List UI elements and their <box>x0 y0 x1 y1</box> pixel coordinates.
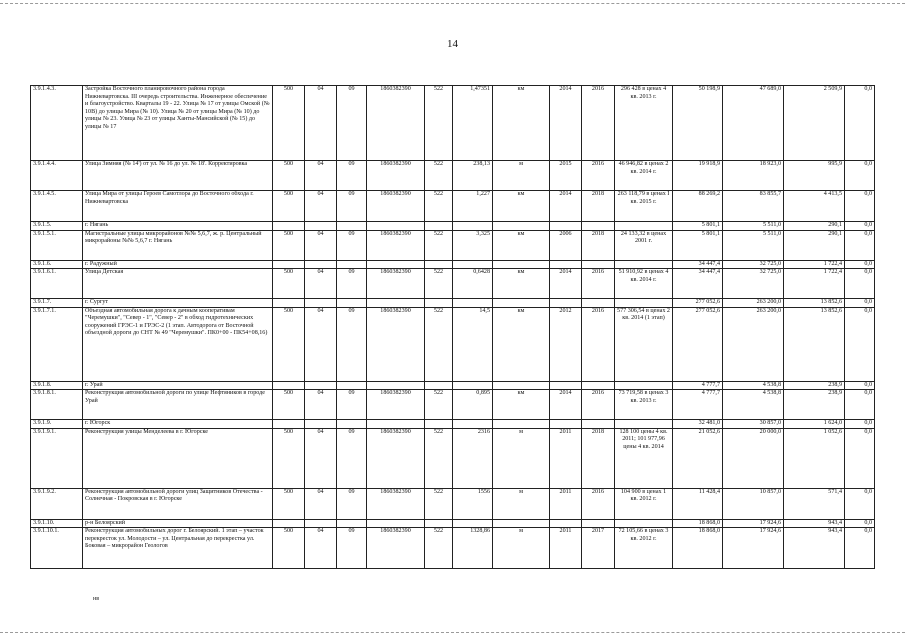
amount-cell: 290,1 <box>784 222 845 231</box>
code-cell <box>305 260 337 269</box>
estimated-cost-cell: 104 900 в ценах 1 кв. 2012 г. <box>615 488 673 519</box>
code-cell <box>425 299 453 308</box>
end-year-cell: 2018 <box>582 191 615 222</box>
end-year-cell: 2016 <box>582 307 615 381</box>
amount-cell: 0,0 <box>845 299 875 308</box>
amount-cell: 0,0 <box>845 230 875 260</box>
amount-cell: 0,0 <box>845 222 875 231</box>
code-cell: 522 <box>425 428 453 488</box>
code-cell <box>425 420 453 429</box>
row-number-cell: 3.9.1.4.5. <box>31 191 83 222</box>
total-amount-cell: 4 777,7 <box>673 381 723 390</box>
start-year-cell <box>550 299 582 308</box>
start-year-cell: 2011 <box>550 528 582 569</box>
code-cell <box>425 381 453 390</box>
estimated-cost-cell <box>615 299 673 308</box>
start-year-cell: 2014 <box>550 390 582 420</box>
table-row <box>31 269 875 299</box>
code-cell: 04 <box>305 230 337 260</box>
total-amount-cell: 277 052,6 <box>673 299 723 308</box>
capacity-cell <box>453 299 493 308</box>
code-cell: 500 <box>273 269 305 299</box>
estimated-cost-cell: 24 133,32 в ценах 2001 г. <box>615 230 673 260</box>
code-cell: 04 <box>305 269 337 299</box>
total-amount-cell: 21 052,6 <box>673 428 723 488</box>
municipality-row <box>31 299 875 308</box>
code-cell <box>273 519 305 528</box>
code-cell: 1860382390 <box>367 230 425 260</box>
code-cell <box>337 519 367 528</box>
code-cell: 522 <box>425 390 453 420</box>
estimated-cost-cell: 128 100 цены 4 кв. 2011; 101 977,96 цены 4 кв. 2014 <box>615 428 673 488</box>
row-number-cell: 3.9.1.7. <box>31 299 83 308</box>
end-year-cell <box>582 260 615 269</box>
row-number-cell: 3.9.1.9.1. <box>31 428 83 488</box>
code-cell: 1860382390 <box>367 86 425 161</box>
amount-cell: 263 200,0 <box>723 299 784 308</box>
code-cell <box>273 381 305 390</box>
amount-cell: 0,0 <box>845 390 875 420</box>
row-number-cell: 3.9.1.4.4. <box>31 161 83 191</box>
start-year-cell: 2015 <box>550 161 582 191</box>
amount-cell: 995,9 <box>784 161 845 191</box>
object-name-cell: г. Нягань <box>83 222 273 231</box>
table-body <box>31 86 875 569</box>
code-cell: 522 <box>425 307 453 381</box>
capacity-cell <box>453 260 493 269</box>
code-cell: 1860382390 <box>367 528 425 569</box>
code-cell <box>337 420 367 429</box>
amount-cell: 1 052,6 <box>784 428 845 488</box>
unit-cell: км <box>493 390 550 420</box>
code-cell: 04 <box>305 390 337 420</box>
end-year-cell: 2016 <box>582 269 615 299</box>
code-cell: 500 <box>273 528 305 569</box>
code-cell <box>367 260 425 269</box>
code-cell: 522 <box>425 269 453 299</box>
capacity-cell <box>453 222 493 231</box>
unit-cell <box>493 299 550 308</box>
object-name-cell: г. Сургут <box>83 299 273 308</box>
capacity-cell <box>453 420 493 429</box>
amount-cell: 290,1 <box>784 230 845 260</box>
amount-cell: 263 200,0 <box>723 307 784 381</box>
code-cell: 09 <box>337 528 367 569</box>
estimated-cost-cell: 51 910,92 в ценах 4 кв. 2014 г. <box>615 269 673 299</box>
amount-cell: 943,4 <box>784 519 845 528</box>
amount-cell: 1 722,4 <box>784 260 845 269</box>
object-name-cell: Застройка Восточного планировочного района города Нижневартовска. III очередь строительства. Инженерное обеспечение и благоустройство. Кварталы 19 - 22. Улица № 17 от улицы Омской (№ 10В) до улицы Мира (№ 10). Улица № 20 от улицы Мира (№ 10) до улицы № 23. Улица № 23 от улицы Ханты-Мансийской (№ 15) до улицы № 17 <box>83 86 273 161</box>
page-number: 14 <box>447 38 458 50</box>
start-year-cell <box>550 519 582 528</box>
total-amount-cell: 50 198,9 <box>673 86 723 161</box>
end-year-cell <box>582 381 615 390</box>
table-row <box>31 230 875 260</box>
code-cell <box>367 420 425 429</box>
code-cell <box>367 299 425 308</box>
amount-cell: 0,0 <box>845 519 875 528</box>
start-year-cell: 2011 <box>550 488 582 519</box>
capacity-cell: 14,5 <box>453 307 493 381</box>
start-year-cell <box>550 260 582 269</box>
amount-cell: 0,0 <box>845 260 875 269</box>
amount-cell: 571,4 <box>784 488 845 519</box>
total-amount-cell: 34 447,4 <box>673 260 723 269</box>
code-cell: 09 <box>337 488 367 519</box>
code-cell <box>367 381 425 390</box>
code-cell <box>273 222 305 231</box>
amount-cell: 0,0 <box>845 381 875 390</box>
row-number-cell: 3.9.1.6. <box>31 260 83 269</box>
code-cell <box>273 420 305 429</box>
unit-cell: м <box>493 528 550 569</box>
code-cell: 1860382390 <box>367 488 425 519</box>
total-amount-cell: 34 447,4 <box>673 269 723 299</box>
object-name-cell: Реконструкция автомобильных дорог г. Белоярский. 1 этап – участок перекресток ул. Молодости – ул. Центральная до перекрестка ул. Боковая – микрорайон Геологов <box>83 528 273 569</box>
amount-cell: 1 722,4 <box>784 269 845 299</box>
row-number-cell: 3.9.1.8. <box>31 381 83 390</box>
end-year-cell: 2017 <box>582 528 615 569</box>
estimated-cost-cell <box>615 381 673 390</box>
object-name-cell: Улица Зимняя (№ 14') от ул. № 16 до ул. № 18'. Корректировка <box>83 161 273 191</box>
code-cell <box>305 381 337 390</box>
code-cell <box>305 420 337 429</box>
total-amount-cell: 19 918,9 <box>673 161 723 191</box>
estimated-cost-cell: 577 306,54 в ценах 2 кв. 2014 (1 этап) <box>615 307 673 381</box>
code-cell: 500 <box>273 230 305 260</box>
table-row <box>31 528 875 569</box>
total-amount-cell: 32 481,0 <box>673 420 723 429</box>
code-cell: 04 <box>305 191 337 222</box>
unit-cell: км <box>493 230 550 260</box>
code-cell: 1860382390 <box>367 161 425 191</box>
start-year-cell <box>550 420 582 429</box>
end-year-cell: 2016 <box>582 161 615 191</box>
amount-cell: 943,4 <box>784 528 845 569</box>
capacity-cell: 1,227 <box>453 191 493 222</box>
capacity-cell: 1328,86 <box>453 528 493 569</box>
code-cell: 500 <box>273 86 305 161</box>
unit-cell: км <box>493 191 550 222</box>
estimated-cost-cell <box>615 222 673 231</box>
table-row <box>31 428 875 488</box>
municipality-row <box>31 260 875 269</box>
capacity-cell <box>453 381 493 390</box>
municipality-row <box>31 519 875 528</box>
footer-mark: нв <box>93 596 100 602</box>
amount-cell: 18 923,0 <box>723 161 784 191</box>
start-year-cell <box>550 222 582 231</box>
scan-bottom-edge <box>0 632 905 633</box>
code-cell: 04 <box>305 86 337 161</box>
amount-cell: 0,0 <box>845 191 875 222</box>
end-year-cell: 2018 <box>582 230 615 260</box>
code-cell: 09 <box>337 269 367 299</box>
amount-cell: 83 855,7 <box>723 191 784 222</box>
code-cell: 04 <box>305 488 337 519</box>
object-name-cell: Объездная автомобильная дорога к дачным кооперативам "Черемушки", "Север - 1", "Север - 2" в обход гидротехнических сооружений ГРЭС-1 и ГРЭС-2 (1 этап. Автодорога от Восточной объездной дороги до СНТ № 49 "Черемушки". ПК0+00 - ПК54+08,16) <box>83 307 273 381</box>
total-amount-cell: 5 801,1 <box>673 222 723 231</box>
amount-cell: 0,0 <box>845 161 875 191</box>
unit-cell: км <box>493 307 550 381</box>
code-cell <box>337 299 367 308</box>
start-year-cell <box>550 381 582 390</box>
code-cell: 1860382390 <box>367 428 425 488</box>
code-cell <box>425 260 453 269</box>
code-cell <box>305 299 337 308</box>
start-year-cell: 2014 <box>550 86 582 161</box>
code-cell: 04 <box>305 307 337 381</box>
total-amount-cell: 88 269,2 <box>673 191 723 222</box>
amount-cell: 4 538,8 <box>723 390 784 420</box>
code-cell <box>425 222 453 231</box>
amount-cell: 17 924,6 <box>723 519 784 528</box>
table-row <box>31 161 875 191</box>
unit-cell <box>493 519 550 528</box>
code-cell: 522 <box>425 161 453 191</box>
table-row <box>31 86 875 161</box>
amount-cell: 20 000,0 <box>723 428 784 488</box>
object-name-cell: Магистральные улицы микрорайонов №№ 5,6,7, ж. р. Центральный микрорайоны №№ 5,6,7 г. Нягань <box>83 230 273 260</box>
row-number-cell: 3.9.1.7.1. <box>31 307 83 381</box>
code-cell <box>425 519 453 528</box>
code-cell <box>273 299 305 308</box>
end-year-cell <box>582 222 615 231</box>
code-cell: 04 <box>305 428 337 488</box>
code-cell: 1860382390 <box>367 307 425 381</box>
code-cell <box>337 381 367 390</box>
object-name-cell: Реконструкция автомобильной дороги улиц Защитников Отечества - Солнечная - Покровская в г. Югорске <box>83 488 273 519</box>
capacity-cell: 2316 <box>453 428 493 488</box>
total-amount-cell: 18 868,0 <box>673 528 723 569</box>
row-number-cell: 3.9.1.6.1. <box>31 269 83 299</box>
code-cell: 522 <box>425 488 453 519</box>
object-name-cell: Улица Мира от улицы Героев Самотлора до Восточного обхода г. Нижневартовска <box>83 191 273 222</box>
amount-cell: 1 624,0 <box>784 420 845 429</box>
estimated-cost-cell <box>615 260 673 269</box>
code-cell: 09 <box>337 428 367 488</box>
capacity-cell: 0,6428 <box>453 269 493 299</box>
end-year-cell <box>582 299 615 308</box>
amount-cell: 17 924,6 <box>723 528 784 569</box>
code-cell: 522 <box>425 230 453 260</box>
start-year-cell: 2014 <box>550 269 582 299</box>
amount-cell: 0,0 <box>845 269 875 299</box>
unit-cell: км <box>493 86 550 161</box>
capacity-cell: 0,895 <box>453 390 493 420</box>
code-cell: 09 <box>337 161 367 191</box>
end-year-cell <box>582 420 615 429</box>
code-cell: 500 <box>273 488 305 519</box>
amount-cell: 10 857,0 <box>723 488 784 519</box>
amount-cell: 238,9 <box>784 381 845 390</box>
amount-cell: 5 511,0 <box>723 222 784 231</box>
start-year-cell: 2012 <box>550 307 582 381</box>
amount-cell: 30 857,0 <box>723 420 784 429</box>
code-cell: 500 <box>273 390 305 420</box>
unit-cell <box>493 222 550 231</box>
unit-cell: км <box>493 269 550 299</box>
code-cell: 09 <box>337 307 367 381</box>
row-number-cell: 3.9.1.5. <box>31 222 83 231</box>
end-year-cell: 2016 <box>582 86 615 161</box>
table-row <box>31 307 875 381</box>
code-cell: 522 <box>425 86 453 161</box>
object-name-cell: р-н Белоярский <box>83 519 273 528</box>
code-cell: 522 <box>425 191 453 222</box>
estimated-cost-cell: 46 946,82 в ценах 2 кв. 2014 г. <box>615 161 673 191</box>
amount-cell: 32 725,0 <box>723 269 784 299</box>
unit-cell <box>493 260 550 269</box>
capacity-cell <box>453 519 493 528</box>
amount-cell: 13 852,6 <box>784 299 845 308</box>
amount-cell: 5 511,0 <box>723 230 784 260</box>
unit-cell <box>493 381 550 390</box>
row-number-cell: 3.9.1.9. <box>31 420 83 429</box>
total-amount-cell: 18 868,0 <box>673 519 723 528</box>
code-cell <box>337 222 367 231</box>
row-number-cell: 3.9.1.10.1. <box>31 528 83 569</box>
total-amount-cell: 4 777,7 <box>673 390 723 420</box>
amount-cell: 32 725,0 <box>723 260 784 269</box>
amount-cell: 47 689,0 <box>723 86 784 161</box>
code-cell: 1860382390 <box>367 191 425 222</box>
amount-cell: 0,0 <box>845 86 875 161</box>
code-cell <box>305 519 337 528</box>
row-number-cell: 3.9.1.4.3. <box>31 86 83 161</box>
amount-cell: 0,0 <box>845 488 875 519</box>
start-year-cell: 2011 <box>550 428 582 488</box>
code-cell: 09 <box>337 390 367 420</box>
unit-cell: м <box>493 488 550 519</box>
row-number-cell: 3.9.1.9.2. <box>31 488 83 519</box>
estimated-cost-cell: 72 105,66 в ценах 3 кв. 2012 г. <box>615 528 673 569</box>
code-cell <box>273 260 305 269</box>
amount-cell: 0,0 <box>845 420 875 429</box>
amount-cell: 4 538,8 <box>723 381 784 390</box>
end-year-cell: 2016 <box>582 390 615 420</box>
code-cell: 1860382390 <box>367 269 425 299</box>
code-cell: 500 <box>273 191 305 222</box>
object-name-cell: Реконструкция автомобильной дороги по улице Нефтяников в городе Урай <box>83 390 273 420</box>
code-cell: 500 <box>273 307 305 381</box>
object-name-cell: г. Урай <box>83 381 273 390</box>
code-cell: 1860382390 <box>367 390 425 420</box>
unit-cell <box>493 420 550 429</box>
total-amount-cell: 5 801,1 <box>673 230 723 260</box>
row-number-cell: 3.9.1.5.1. <box>31 230 83 260</box>
municipality-row <box>31 420 875 429</box>
amount-cell: 0,0 <box>845 428 875 488</box>
code-cell: 09 <box>337 191 367 222</box>
code-cell: 500 <box>273 428 305 488</box>
budget-table <box>30 85 875 569</box>
code-cell <box>337 260 367 269</box>
row-number-cell: 3.9.1.10. <box>31 519 83 528</box>
code-cell: 522 <box>425 528 453 569</box>
total-amount-cell: 11 428,4 <box>673 488 723 519</box>
capacity-cell: 1556 <box>453 488 493 519</box>
total-amount-cell: 277 052,6 <box>673 307 723 381</box>
estimated-cost-cell: 73 719,58 в ценах 3 кв. 2013 г. <box>615 390 673 420</box>
amount-cell: 13 852,6 <box>784 307 845 381</box>
estimated-cost-cell: 263 118,79 в ценах I кв. 2015 г. <box>615 191 673 222</box>
end-year-cell: 2018 <box>582 428 615 488</box>
code-cell: 04 <box>305 528 337 569</box>
amount-cell: 0,0 <box>845 528 875 569</box>
amount-cell: 238,9 <box>784 390 845 420</box>
start-year-cell: 2014 <box>550 191 582 222</box>
start-year-cell: 2006 <box>550 230 582 260</box>
amount-cell: 4 413,5 <box>784 191 845 222</box>
capacity-cell: 238,13 <box>453 161 493 191</box>
municipality-row <box>31 222 875 231</box>
object-name-cell: Улица Детская <box>83 269 273 299</box>
code-cell: 500 <box>273 161 305 191</box>
table-row <box>31 191 875 222</box>
object-name-cell: г. Югорск <box>83 420 273 429</box>
unit-cell: м <box>493 428 550 488</box>
estimated-cost-cell <box>615 420 673 429</box>
table-row <box>31 488 875 519</box>
code-cell: 04 <box>305 161 337 191</box>
end-year-cell: 2016 <box>582 488 615 519</box>
code-cell: 09 <box>337 230 367 260</box>
scan-top-edge <box>0 3 905 4</box>
code-cell: 09 <box>337 86 367 161</box>
object-name-cell: Реконструкция улицы Менделеева в г. Югорске <box>83 428 273 488</box>
row-number-cell: 3.9.1.8.1. <box>31 390 83 420</box>
municipality-row <box>31 381 875 390</box>
code-cell <box>367 519 425 528</box>
unit-cell: м <box>493 161 550 191</box>
code-cell <box>367 222 425 231</box>
estimated-cost-cell: 296 428 в ценах 4 кв. 2013 г. <box>615 86 673 161</box>
end-year-cell <box>582 519 615 528</box>
capacity-cell: 1,47351 <box>453 86 493 161</box>
capacity-cell: 3,325 <box>453 230 493 260</box>
amount-cell: 0,0 <box>845 307 875 381</box>
estimated-cost-cell <box>615 519 673 528</box>
table-row <box>31 390 875 420</box>
code-cell <box>305 222 337 231</box>
object-name-cell: г. Радужный <box>83 260 273 269</box>
amount-cell: 2 509,9 <box>784 86 845 161</box>
